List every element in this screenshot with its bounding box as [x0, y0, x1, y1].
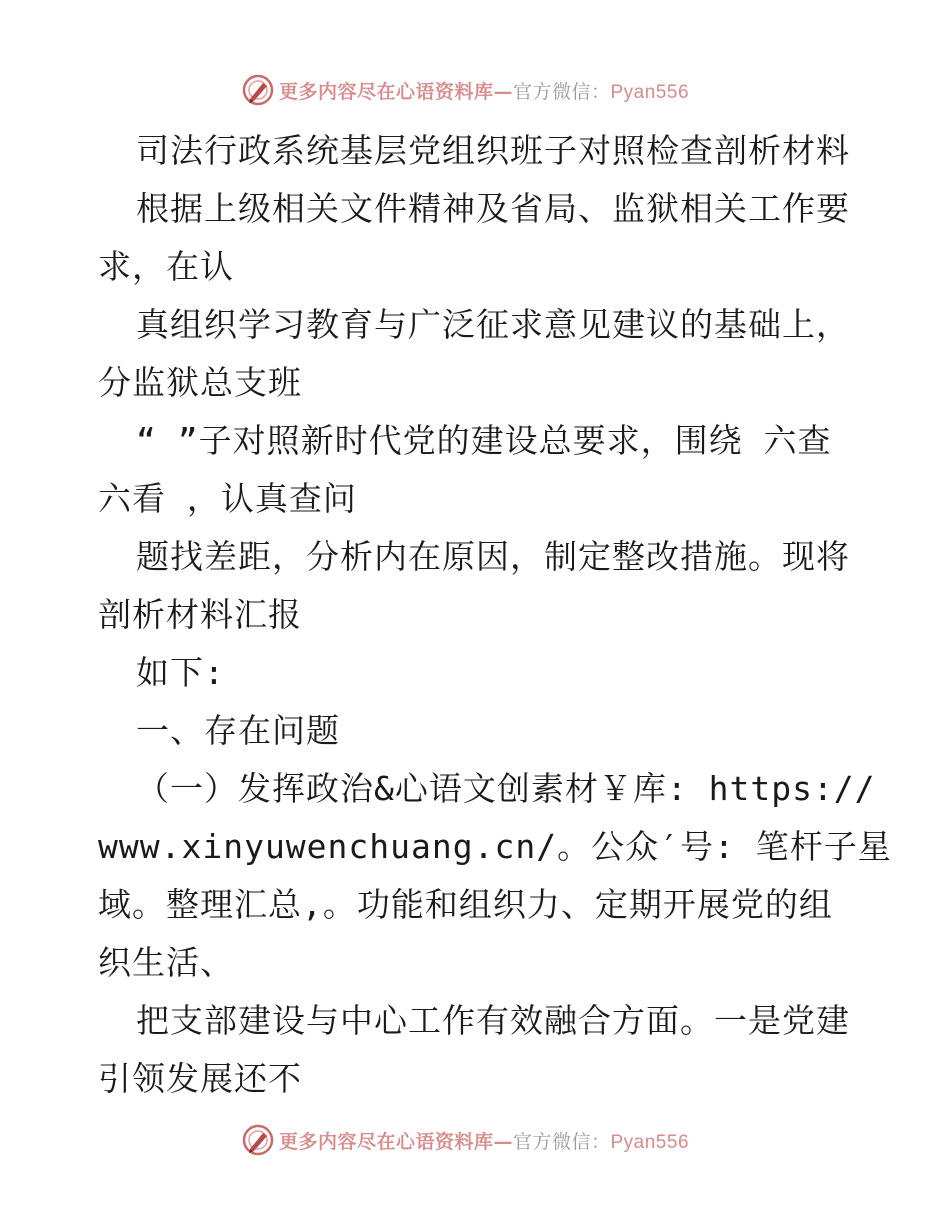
- pen-circle-logo-icon: [241, 1123, 275, 1157]
- banner-dash: —: [493, 1130, 513, 1153]
- footer-banner: [0, 1120, 950, 1160]
- header-banner: [0, 70, 950, 110]
- pen-circle-logo-icon: [241, 73, 275, 107]
- section-heading: 一、存在问题: [136, 711, 340, 750]
- doc-line-0: 司法行政系统基层党组织班子对照检查剖析材料: [136, 131, 850, 170]
- doc-line-4: 分监狱总支班: [98, 363, 302, 402]
- doc-line-12: www.xinyuwenchuang.cn/。公众′号: 笔杆子星: [98, 827, 892, 866]
- doc-line-11: （一）发挥政治&心语文创素材￥库: https://: [136, 769, 876, 808]
- banner-dash: —: [493, 80, 513, 103]
- banner-wechat-id: Pyan556: [610, 1131, 690, 1153]
- doc-line-1: 根据上级相关文件精神及省局、监狱相关工作要: [136, 189, 850, 228]
- doc-line-6: 六看 ，认真查问: [98, 479, 357, 518]
- doc-line-8: 剖析材料汇报: [98, 595, 302, 634]
- doc-line-3: 真组织学习教育与广泛征求意见建议的基础上，: [136, 305, 850, 344]
- doc-line-13: 域。整理汇总,。功能和组织力、定期开展党的组: [98, 885, 833, 924]
- doc-line-5: “ ”子对照新时代党的建设总要求，围绕 六查: [136, 421, 832, 460]
- doc-line-9: 如下:: [136, 653, 225, 692]
- banner-wechat-label: 官方微信：: [512, 80, 611, 103]
- banner-title: 更多内容尽在心语资料库: [278, 1130, 494, 1153]
- doc-line-14: 织生活、: [98, 943, 234, 982]
- banner-wechat-id: Pyan556: [610, 81, 690, 103]
- doc-line-2: 求，在认: [98, 247, 234, 286]
- banner-wechat-label: 官方微信：: [512, 1130, 611, 1153]
- doc-line-15: 把支部建设与中心工作有效融合方面。一是党建: [136, 1001, 850, 1040]
- doc-line-7: 题找差距，分析内在原因，制定整改措施。现将: [136, 537, 850, 576]
- banner-title: 更多内容尽在心语资料库: [278, 80, 494, 103]
- document-body: [98, 122, 892, 1108]
- doc-line-16: 引领发展还不: [98, 1059, 302, 1098]
